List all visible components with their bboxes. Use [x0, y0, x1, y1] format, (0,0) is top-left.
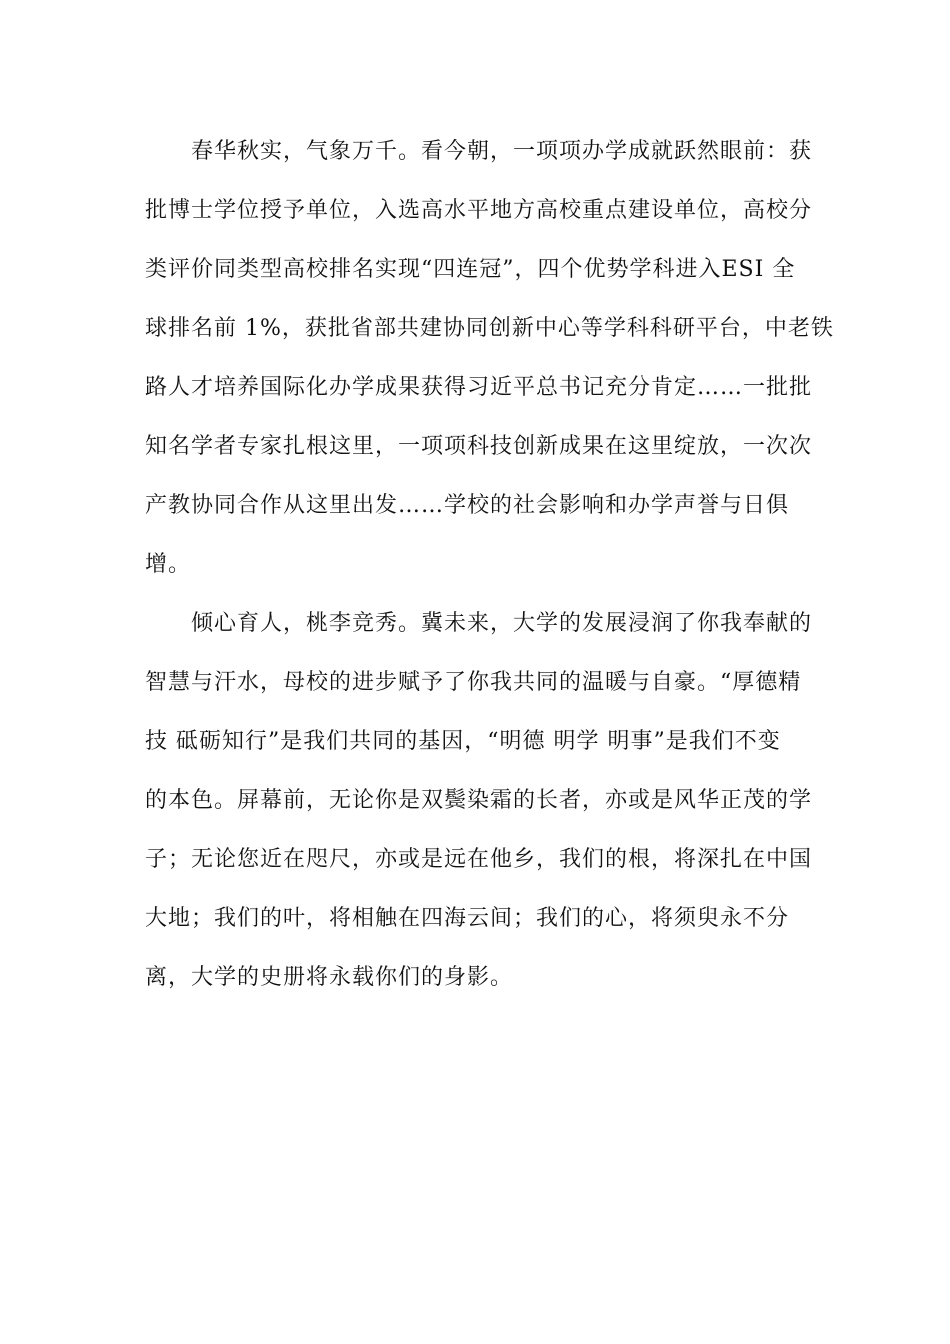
- document-body: [145, 127, 834, 1012]
- text-line: 大地；我们的叶，将相触在四海云间；我们的心，将须臾永不分: [145, 906, 790, 931]
- paragraph-1: [145, 127, 834, 599]
- text-line: 知名学者专家扎根这里，一项项科技创新成果在这里绽放，一次次: [145, 434, 813, 459]
- text-line: 产教协同合作从这里出发……学校的社会影响和办学声誉与日俱: [145, 493, 790, 518]
- text-line: 类评价同类型高校排名实现“四连冠”，四个优势学科进入ESI 全: [145, 257, 796, 282]
- text-line: 离，大学的史册将永载你们的身影。: [145, 965, 514, 990]
- text-line: 批博士学位授予单位，入选高水平地方高校重点建设单位，高校分: [145, 198, 813, 223]
- paragraph-2: [145, 599, 813, 1012]
- text-line: 子；无论您近在咫尺，亦或是远在他乡，我们的根，将深扎在中国: [145, 847, 813, 872]
- text-line: 路人才培养国际化办学成果获得习近平总书记充分肯定……一批批: [145, 375, 813, 400]
- text-line: 春华秋实，气象万千。看今朝，一项项办学成就跃然眼前：获: [191, 139, 813, 164]
- text-line: 增。: [145, 552, 192, 577]
- text-line: 的本色。屏幕前，无论你是双鬓染霜的长者，亦或是风华正茂的学: [145, 788, 813, 813]
- text-line: 智慧与汗水，母校的进步赋予了你我共同的温暖与自豪。“厚德精: [145, 670, 802, 695]
- text-line: 倾心育人，桃李竞秀。冀未来，大学的发展浸润了你我奉献的: [191, 611, 813, 636]
- text-line: 球排名前 1%，获批省部共建协同创新中心等学科科研平台，中老铁: [145, 316, 834, 341]
- text-line: 技 砥砺知行”是我们共同的基因，“明德 明学 明事”是我们不变: [145, 729, 781, 754]
